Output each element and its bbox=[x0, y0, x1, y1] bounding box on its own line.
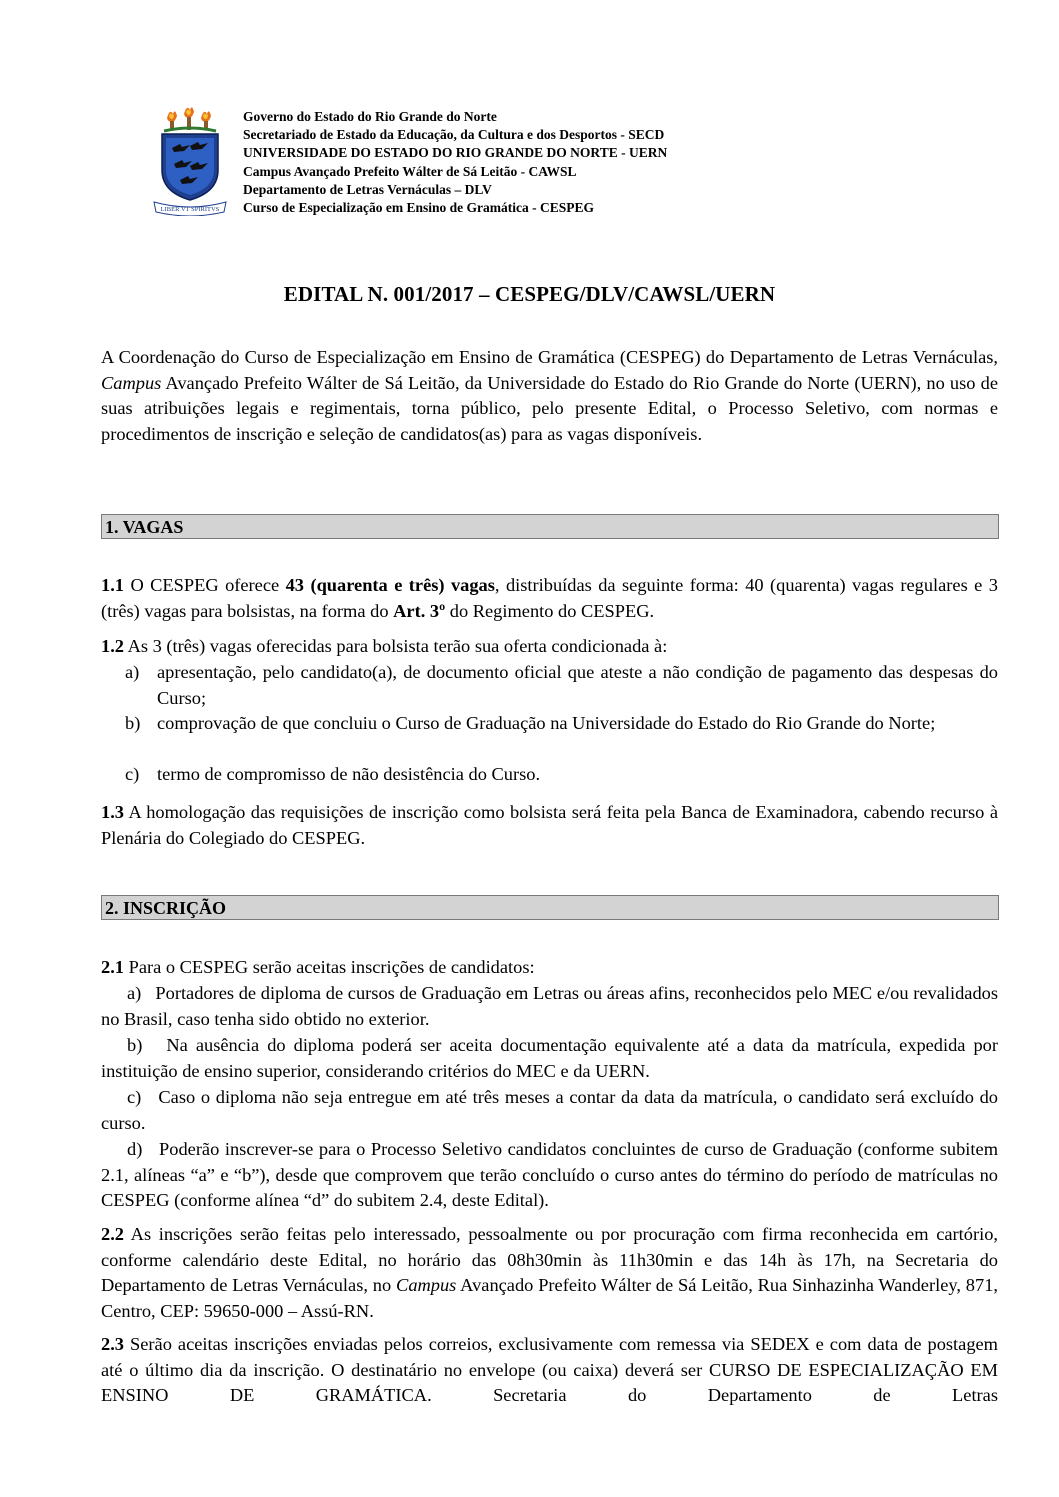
paragraph-text: As inscrições serão feitas pelo interessado, pessoalmente ou por procuração com firma reconhecida em cartório, conforme calendário deste Edital, no horário das 08h30min às 11h30min e das 14h às 17h, na Secretaria do Departamento de Letras Vernáculas, no bbox=[101, 1224, 998, 1295]
paragraph-2-2 bbox=[101, 1222, 998, 1324]
intro-paragraph bbox=[101, 345, 998, 447]
intro-text-1: A Coordenação do Curso de Especialização em Ensino de Gramática (CESPEG) do Departamento de Letras Vernáculas, bbox=[101, 347, 998, 367]
item-number: 2.2 bbox=[101, 1224, 124, 1244]
header-line: Departamento de Letras Vernáculas – DLV bbox=[243, 181, 492, 197]
header-line: Secretariado de Estado da Educação, da Cultura e dos Desportos - SECD bbox=[243, 127, 665, 143]
uern-coat-of-arms-logo bbox=[150, 104, 230, 216]
paragraph-text: , distribuídas da seguinte forma: 40 (quarenta) vagas regulares e 3 (três) vagas para bolsistas, na forma do bbox=[101, 575, 998, 621]
paragraph-2-3 bbox=[101, 1332, 998, 1409]
item-number: 1.2 bbox=[101, 636, 124, 656]
paragraph-text: do Regimento do CESPEG. bbox=[445, 600, 655, 621]
document-title: EDITAL N. 001/2017 – CESPEG/DLV/CAWSL/UERN bbox=[283, 282, 776, 306]
institution-header bbox=[243, 108, 667, 217]
intro-text-2: Avançado Prefeito Wálter de Sá Leitão, da Universidade do Estado do Rio Grande do Norte (UERN), no uso de suas atribuições legais e regimentais, torna público, pelo presente Edital, o Processo Seletivo, com normas e procedimentos de inscrição e seleção de candidatos(as) para as vagas disponíveis. bbox=[101, 372, 998, 444]
item-number: 2.3 bbox=[101, 1334, 124, 1354]
header-line: Curso de Especialização em Ensino de Gramática - CESPEG bbox=[243, 200, 594, 216]
list-letter: b) bbox=[125, 713, 141, 733]
vagas-count: 43 (quarenta e três) vagas bbox=[285, 575, 495, 595]
paragraph-text: Avançado Prefeito Wálter de Sá Leitão, Rua Sinhazinha Wanderley, 871, Centro, CEP: 59650-000 – Assú-RN. bbox=[101, 1275, 998, 1321]
paragraph-2-1 bbox=[101, 955, 998, 981]
paragraph-text: Para o CESPEG serão aceitas inscrições de candidatos: bbox=[124, 957, 535, 977]
logo-motto: LIBER VT SPIRITVS bbox=[160, 206, 220, 213]
list-letter: d) bbox=[127, 1139, 143, 1159]
header-line: Governo do Estado do Rio Grande do Norte bbox=[243, 109, 497, 124]
list-item bbox=[101, 1085, 998, 1136]
list-text: Caso o diploma não seja entregue em até três meses a contar da data da matrícula, o candidato será excluído do curso. bbox=[101, 1087, 999, 1133]
section-heading-vagas: 1. VAGAS bbox=[101, 514, 999, 539]
header-line: Campus Avançado Prefeito Wálter de Sá Leitão - CAWSL bbox=[243, 163, 577, 179]
header-line: UNIVERSIDADE DO ESTADO DO RIO GRANDE DO NORTE - UERN bbox=[243, 145, 668, 161]
list-item bbox=[101, 981, 998, 1032]
list-text: Portadores de diploma de cursos de Graduação em Letras ou áreas afins, reconhecidos pelo MEC e/ou revalidados no Brasil, caso tenha sido obtido no exterior. bbox=[101, 983, 999, 1029]
list-letter: c) bbox=[125, 764, 140, 784]
list-item bbox=[101, 1033, 998, 1084]
campus-word: Campus bbox=[396, 1275, 457, 1295]
list-text: Poderão inscrever-se para o Processo Seletivo candidatos concluintes de curso de Graduação (conforme subitem 2.1, alíneas “a” e “b”), desde que comprovem que terão concluído o curso antes do término do período de matrículas no CESPEG (conforme alínea “d” do subitem 2.4, deste Edital). bbox=[101, 1139, 998, 1210]
paragraph-text: Serão aceitas inscrições enviadas pelos correios, exclusivamente com remessa via SEDEX e com data de postagem até o último dia da inscrição. O destinatário no envelope (ou caixa) deverá ser CURSO DE ESPECIALIZAÇÃO EM ENSINO DE GRAMÁTICA. Secretaria do Departamento de Letras bbox=[101, 1334, 998, 1405]
paragraph-text: O CESPEG oferece bbox=[124, 575, 286, 595]
list-text: comprovação de que concluiu o Curso de Graduação na Universidade do Estado do Rio Grande do Norte; bbox=[157, 713, 936, 733]
paragraph-1-3 bbox=[101, 800, 998, 851]
paragraph-1-1 bbox=[101, 573, 998, 624]
torch-icon bbox=[167, 111, 177, 130]
list-letter: a) bbox=[127, 983, 142, 1003]
item-number: 2.1 bbox=[101, 957, 124, 977]
intro-campus: Campus bbox=[101, 372, 162, 393]
article-ref: Art. 3º bbox=[393, 600, 446, 621]
paragraph-1-2 bbox=[101, 634, 998, 660]
list-text: termo de compromisso de não desistência do Curso. bbox=[157, 764, 541, 784]
item-number: 1.1 bbox=[101, 575, 124, 595]
item-number: 1.3 bbox=[101, 802, 124, 822]
list-letter: a) bbox=[125, 662, 140, 682]
section-heading-inscricao: 2. INSCRIÇÃO bbox=[101, 895, 999, 920]
list-text: Na ausência do diploma poderá ser aceita documentação equivalente até a data da matrícula, expedida por instituição de ensino superior, considerando critérios do MEC e da UERN. bbox=[101, 1035, 998, 1081]
list-item bbox=[101, 1137, 998, 1214]
list-letter: c) bbox=[127, 1087, 142, 1107]
list-letter: b) bbox=[127, 1035, 143, 1055]
paragraph-text: As 3 (três) vagas oferecidas para bolsista terão sua oferta condicionada à: bbox=[124, 636, 668, 656]
paragraph-text: A homologação das requisições de inscrição como bolsista será feita pela Banca de Examinadora, cabendo recurso à Plenária do Colegiado do CESPEG. bbox=[101, 802, 998, 848]
list-text: apresentação, pelo candidato(a), de documento oficial que ateste a não condição de pagamento das despesas do Curso; bbox=[157, 662, 998, 708]
